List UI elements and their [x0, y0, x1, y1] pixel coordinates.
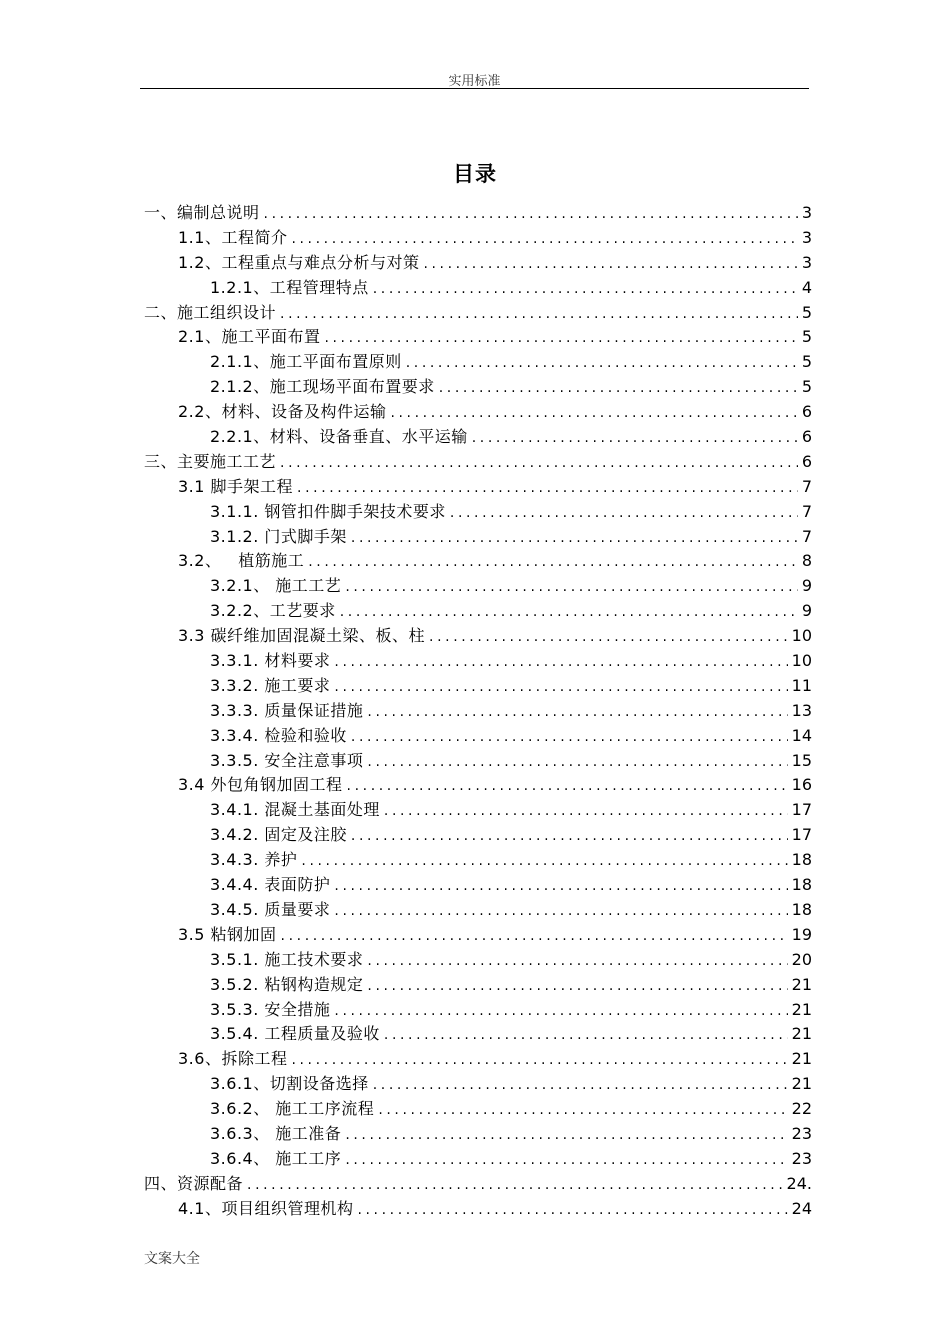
toc-entry-label: 3.6.2、 施工工序流程 [210, 1099, 375, 1119]
toc-entry[interactable] [144, 1197, 812, 1222]
toc-entry[interactable] [144, 400, 812, 425]
toc-entry-page: 7 [801, 501, 812, 521]
toc-entry-page: 5 [801, 352, 812, 372]
toc-entry-label: 3.2.1、 施工工艺 [210, 576, 342, 596]
toc-leader-dots [439, 376, 798, 401]
toc-entry-label: 3.5.4. 工程质量及验收 [210, 1024, 380, 1044]
toc-leader-dots [297, 476, 798, 501]
toc-leader-dots [378, 1098, 787, 1123]
toc-entry-page: 10 [791, 626, 812, 646]
toc-entry[interactable] [144, 226, 812, 251]
toc-entry-label: 四、资源配备 [144, 1173, 244, 1193]
toc-leader-dots [280, 451, 798, 476]
toc-leader-dots [384, 799, 788, 824]
toc-entry-label: 3.3.4. 检验和验收 [210, 725, 347, 745]
toc-entry-page: 24. [786, 1173, 812, 1193]
toc-entry-page: 23 [791, 1148, 812, 1168]
toc-entry-label: 2.1.2、施工现场平面布置要求 [210, 377, 435, 397]
toc-entry-label: 3.4 外包角钢加固工程 [178, 775, 343, 795]
toc-entry[interactable] [144, 301, 812, 326]
toc-entry[interactable] [144, 475, 812, 500]
toc-leader-dots [334, 874, 787, 899]
toc-entry-label: 3.4.4. 表面防护 [210, 875, 331, 895]
toc-entry[interactable] [144, 500, 812, 525]
toc-entry[interactable] [144, 699, 812, 724]
toc-entry-page: 17 [791, 800, 812, 820]
toc-entry[interactable] [144, 375, 812, 400]
toc-entry-label: 三、主要施工工艺 [144, 451, 277, 471]
toc-entry-label: 2.2、材料、设备及构件运输 [178, 402, 387, 422]
toc-leader-dots [291, 1048, 787, 1073]
toc-leader-dots [390, 401, 797, 426]
toc-entry-page: 7 [801, 526, 812, 546]
toc-entry[interactable] [144, 674, 812, 699]
toc-leader-dots [450, 501, 798, 526]
toc-leader-dots [291, 227, 797, 252]
toc-leader-dots [351, 526, 798, 551]
toc-leader-dots [264, 202, 798, 227]
toc-leader-dots [334, 899, 787, 924]
toc-entry[interactable] [144, 998, 812, 1023]
toc-entry-page: 6 [801, 451, 812, 471]
toc-entry[interactable] [144, 749, 812, 774]
toc-entry-page: 16 [791, 775, 812, 795]
toc-entry-label: 3.1.2. 门式脚手架 [210, 526, 347, 546]
toc-entry-label: 3.5.3. 安全措施 [210, 999, 331, 1019]
toc-entry[interactable] [144, 350, 812, 375]
toc-entry[interactable] [144, 1047, 812, 1072]
toc-entry-page: 5 [801, 327, 812, 347]
toc-entry-page: 15 [791, 750, 812, 770]
toc-leader-dots [345, 1123, 787, 1148]
toc-entry[interactable] [144, 1122, 812, 1147]
toc-entry-page: 5 [801, 377, 812, 397]
toc-entry[interactable] [144, 525, 812, 550]
toc-entry-label: 3.1 脚手架工程 [178, 476, 294, 496]
toc-entry[interactable] [144, 773, 812, 798]
toc-entry-label: 3.3.2. 施工要求 [210, 675, 331, 695]
toc-entry-page: 3 [801, 252, 812, 272]
toc-entry[interactable] [144, 649, 812, 674]
table-of-contents [144, 201, 812, 1222]
toc-entry-label: 3.3 碳纤维加固混凝土梁、板、柱 [178, 626, 426, 646]
toc-title: 目录 [453, 162, 497, 186]
toc-entry-label: 3.6、拆除工程 [178, 1049, 288, 1069]
toc-entry-page: 5 [801, 302, 812, 322]
toc-entry-page: 20 [791, 949, 812, 969]
toc-entry-page: 21 [791, 1049, 812, 1069]
toc-entry-label: 2.2.1、材料、设备垂直、水平运输 [210, 427, 468, 447]
toc-entry[interactable] [144, 1172, 812, 1197]
toc-entry[interactable] [144, 201, 812, 226]
toc-entry[interactable] [144, 823, 812, 848]
toc-entry-page: 4 [801, 277, 812, 297]
toc-entry-page: 18 [791, 899, 812, 919]
toc-entry[interactable] [144, 973, 812, 998]
toc-leader-dots [351, 725, 788, 750]
toc-entry[interactable] [144, 251, 812, 276]
toc-leader-dots [334, 675, 787, 700]
toc-leader-dots [406, 351, 798, 376]
toc-leader-dots [345, 1148, 787, 1173]
toc-entry-label: 3.5.1. 施工技术要求 [210, 949, 364, 969]
toc-entry-page: 14 [791, 725, 812, 745]
toc-entry-label: 3.4.5. 质量要求 [210, 899, 331, 919]
toc-leader-dots [334, 650, 787, 675]
toc-entry-label: 3.3.3. 质量保证措施 [210, 700, 364, 720]
toc-leader-dots [384, 1023, 788, 1048]
toc-entry[interactable] [144, 599, 812, 624]
toc-entry-label: 3.4.3. 养护 [210, 850, 298, 870]
page-header: 实用标准 [448, 74, 501, 89]
toc-leader-dots [373, 277, 798, 302]
toc-leader-dots [280, 302, 798, 327]
toc-leader-dots [347, 774, 788, 799]
toc-entry-label: 二、施工组织设计 [144, 302, 277, 322]
toc-entry-page: 18 [791, 875, 812, 895]
toc-entry[interactable] [144, 1097, 812, 1122]
toc-leader-dots [472, 426, 798, 451]
toc-leader-dots [308, 550, 798, 575]
toc-entry-label: 2.1、施工平面布置 [178, 327, 321, 347]
toc-leader-dots [340, 600, 798, 625]
toc-entry-label: 1.1、工程简介 [178, 227, 288, 247]
toc-entry-page: 7 [801, 476, 812, 496]
toc-leader-dots [345, 575, 798, 600]
toc-entry-page: 13 [791, 700, 812, 720]
toc-entry-label: 2.1.1、施工平面布置原则 [210, 352, 402, 372]
toc-leader-dots [373, 1073, 788, 1098]
toc-entry-label: 3.5.2. 粘钢构造规定 [210, 974, 364, 994]
toc-entry[interactable] [144, 425, 812, 450]
toc-entry-label: 3.5 粘钢加固 [178, 924, 277, 944]
toc-entry-page: 11 [791, 675, 812, 695]
toc-entry-label: 3.4.2. 固定及注胶 [210, 825, 347, 845]
toc-leader-dots [423, 252, 797, 277]
toc-entry-page: 21 [791, 974, 812, 994]
toc-entry-page: 10 [791, 651, 812, 671]
toc-entry[interactable] [144, 848, 812, 873]
toc-leader-dots [301, 849, 787, 874]
toc-entry-page: 9 [801, 601, 812, 621]
toc-entry-label: 3.6.4、 施工工序 [210, 1148, 342, 1168]
toc-entry-page: 18 [791, 850, 812, 870]
toc-entry-page: 24 [791, 1198, 812, 1218]
toc-entry[interactable] [144, 624, 812, 649]
toc-entry-label: 3.1.1. 钢管扣件脚手架技术要求 [210, 501, 446, 521]
toc-entry-label: 3.4.1. 混凝土基面处理 [210, 800, 380, 820]
toc-leader-dots [367, 750, 787, 775]
toc-entry-label: 1.2.1、工程管理特点 [210, 277, 369, 297]
toc-entry-label: 3.6.3、 施工准备 [210, 1123, 342, 1143]
toc-entry-label: 1.2、工程重点与难点分析与对策 [178, 252, 420, 272]
toc-entry-page: 6 [801, 427, 812, 447]
toc-entry-page: 21 [791, 1024, 812, 1044]
toc-leader-dots [281, 924, 788, 949]
toc-leader-dots [367, 974, 787, 999]
toc-leader-dots [324, 326, 797, 351]
toc-leader-dots [351, 824, 788, 849]
toc-entry[interactable] [144, 724, 812, 749]
toc-leader-dots [334, 999, 787, 1024]
header-divider [140, 88, 809, 89]
toc-entry-label: 3.3.5. 安全注意事项 [210, 750, 364, 770]
toc-entry[interactable] [144, 923, 812, 948]
toc-entry-page: 21 [791, 999, 812, 1019]
toc-entry-label: 4.1、项目组织管理机构 [178, 1198, 354, 1218]
toc-entry-label: 3.2、 植筋施工 [178, 551, 305, 571]
toc-entry[interactable] [144, 450, 812, 475]
toc-entry-label: 3.2.2、工艺要求 [210, 601, 336, 621]
toc-entry-page: 9 [801, 576, 812, 596]
toc-leader-dots [367, 700, 787, 725]
toc-entry-label: 一、编制总说明 [144, 203, 260, 222]
toc-entry-label: 3.3.1. 材料要求 [210, 651, 331, 671]
toc-leader-dots [429, 625, 788, 650]
toc-entry-label: 3.6.1、切割设备选择 [210, 1074, 369, 1094]
toc-entry-page: 21 [791, 1074, 812, 1094]
toc-entry-page: 3 [801, 227, 812, 247]
toc-entry[interactable] [144, 1022, 812, 1047]
toc-entry[interactable] [144, 898, 812, 923]
toc-leader-dots [367, 949, 787, 974]
toc-entry-page: 8 [801, 551, 812, 571]
toc-entry[interactable] [144, 276, 812, 301]
toc-leader-dots [247, 1173, 783, 1198]
toc-entry[interactable] [144, 1147, 812, 1172]
toc-entry[interactable] [144, 325, 812, 350]
toc-entry-page: 22 [791, 1099, 812, 1119]
toc-entry-page: 17 [791, 825, 812, 845]
toc-entry-page: 3 [801, 203, 812, 222]
toc-entry[interactable] [144, 549, 812, 574]
toc-entry[interactable] [144, 574, 812, 599]
toc-entry[interactable] [144, 1072, 812, 1097]
toc-entry-page: 6 [801, 402, 812, 422]
toc-entry[interactable] [144, 873, 812, 898]
toc-leader-dots [357, 1198, 787, 1223]
page-footer: 文案大全 [144, 1251, 200, 1267]
toc-entry-page: 19 [791, 924, 812, 944]
toc-entry[interactable] [144, 798, 812, 823]
toc-entry[interactable] [144, 948, 812, 973]
toc-entry-page: 23 [791, 1123, 812, 1143]
